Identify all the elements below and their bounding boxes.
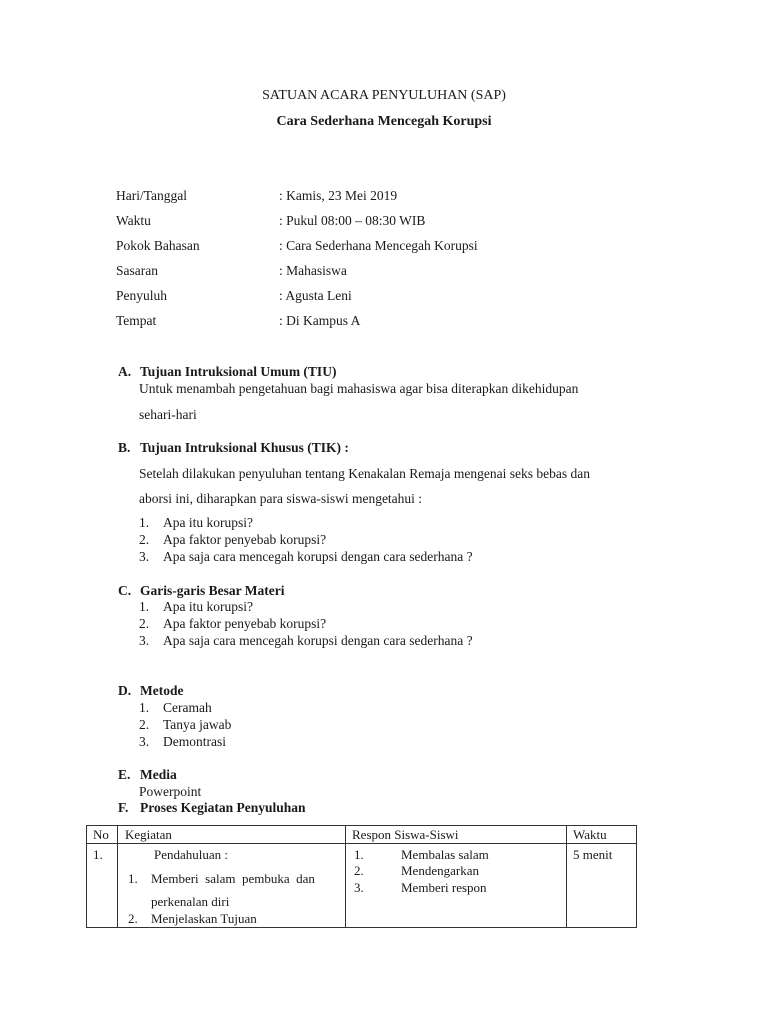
info-label: Sasaran: [116, 263, 158, 278]
cell-waktu: [567, 844, 637, 928]
list-number: 1.: [139, 515, 150, 530]
section-e-text: Powerpoint: [139, 784, 202, 799]
header-waktu-text: Waktu: [573, 827, 607, 842]
info-value: : Mahasiswa: [279, 263, 347, 278]
header-respon-text: Respon Siswa-Siswi: [352, 827, 459, 842]
section-title: Proses Kegiatan Penyuluhan: [140, 800, 306, 815]
table-header-row: [87, 826, 637, 844]
section-b-text-line1: Setelah dilakukan penyuluhan tentang Kenakalan Remaja mengenai seks bebas dan: [139, 466, 590, 481]
list-number: 3.: [139, 633, 150, 648]
respon-number: 2.: [354, 863, 364, 878]
list-text: Apa itu korupsi?: [163, 515, 253, 530]
section-title: Garis-garis Besar Materi: [140, 583, 285, 598]
info-value: : Agusta Leni: [279, 288, 352, 303]
kegiatan-item-number: 2.: [128, 911, 138, 926]
list-text: Apa faktor penyebab korupsi?: [163, 616, 327, 631]
cell-respon: [346, 844, 567, 928]
section-a-text-line2: sehari-hari: [139, 407, 197, 422]
list-text: Demontrasi: [163, 734, 226, 749]
kegiatan-item-text-cont: perkenalan diri: [151, 894, 230, 909]
list-number: 2.: [139, 532, 150, 547]
section-a-text-line1: Untuk menambah pengetahuan bagi mahasiswa agar bisa diterapkan dikehidupan: [139, 381, 579, 396]
header-no-text: No: [93, 827, 109, 842]
kegiatan-item-text: Menjelaskan Tujuan: [151, 911, 257, 926]
section-letter: A.: [118, 364, 132, 379]
list-text: Apa faktor penyebab korupsi?: [163, 532, 327, 547]
list-number: 2.: [139, 616, 150, 631]
respon-text: Membalas salam: [401, 847, 489, 862]
info-label: Hari/Tanggal: [116, 188, 188, 203]
header-no: [87, 826, 118, 844]
info-label: Pokok Bahasan: [116, 238, 200, 253]
kegiatan-content: [118, 844, 345, 926]
section-letter: E.: [118, 767, 131, 782]
header-kegiatan: [118, 826, 346, 844]
section-letter: D.: [118, 683, 132, 698]
info-label: Tempat: [116, 313, 157, 328]
kegiatan-item-number: 1.: [128, 871, 138, 886]
document-subtitle: Cara Sederhana Mencegah Korupsi: [276, 114, 492, 129]
cell-waktu-text: 5 menit: [573, 847, 613, 862]
info-value: : Kamis, 23 Mei 2019: [279, 188, 398, 203]
process-table: [86, 825, 637, 928]
section-title: Media: [140, 767, 177, 782]
list-text: Apa saja cara mencegah korupsi dengan cara sederhana ?: [163, 549, 473, 564]
header-waktu: [567, 826, 637, 844]
document-title: SATUAN ACARA PENYULUHAN (SAP): [262, 88, 506, 103]
info-label: Penyuluh: [116, 288, 168, 303]
section-letter: B.: [118, 440, 131, 455]
header-respon: [346, 826, 567, 844]
respon-number: 1.: [354, 847, 364, 862]
list-number: 1.: [139, 700, 150, 715]
section-title: Tujuan Intruksional Khusus (TIK) :: [140, 440, 349, 455]
section-title: Metode: [140, 683, 184, 698]
list-text: Apa saja cara mencegah korupsi dengan cara sederhana ?: [163, 633, 473, 648]
kegiatan-title: Pendahuluan :: [154, 847, 229, 862]
respon-content: [346, 844, 566, 926]
header-kegiatan-text: Kegiatan: [125, 827, 172, 842]
list-text: Apa itu korupsi?: [163, 599, 253, 614]
list-number: 2.: [139, 717, 150, 732]
list-text: Tanya jawab: [163, 717, 232, 732]
respon-number: 3.: [354, 880, 364, 895]
cell-no: [87, 844, 118, 928]
list-text: Ceramah: [163, 700, 212, 715]
info-value: : Cara Sederhana Mencegah Korupsi: [279, 238, 478, 253]
cell-kegiatan: [118, 844, 346, 928]
respon-text: Mendengarkan: [401, 863, 479, 878]
list-number: 3.: [139, 734, 150, 749]
kegiatan-item-text: Memberi salam pembuka dan: [151, 871, 315, 886]
info-value: : Pukul 08:00 – 08:30 WIB: [279, 213, 426, 228]
list-number: 1.: [139, 599, 150, 614]
table-row: [87, 844, 637, 928]
section-title: Tujuan Intruksional Umum (TIU): [140, 364, 337, 379]
cell-no-text: 1.: [93, 847, 103, 862]
respon-text: Memberi respon: [401, 880, 487, 895]
info-label: Waktu: [116, 213, 151, 228]
section-letter: C.: [118, 583, 132, 598]
info-value: : Di Kampus A: [279, 313, 361, 328]
section-letter: F.: [118, 800, 129, 815]
list-number: 3.: [139, 549, 150, 564]
section-b-text-line2: aborsi ini, diharapkan para siswa-siswi mengetahui :: [139, 491, 423, 506]
